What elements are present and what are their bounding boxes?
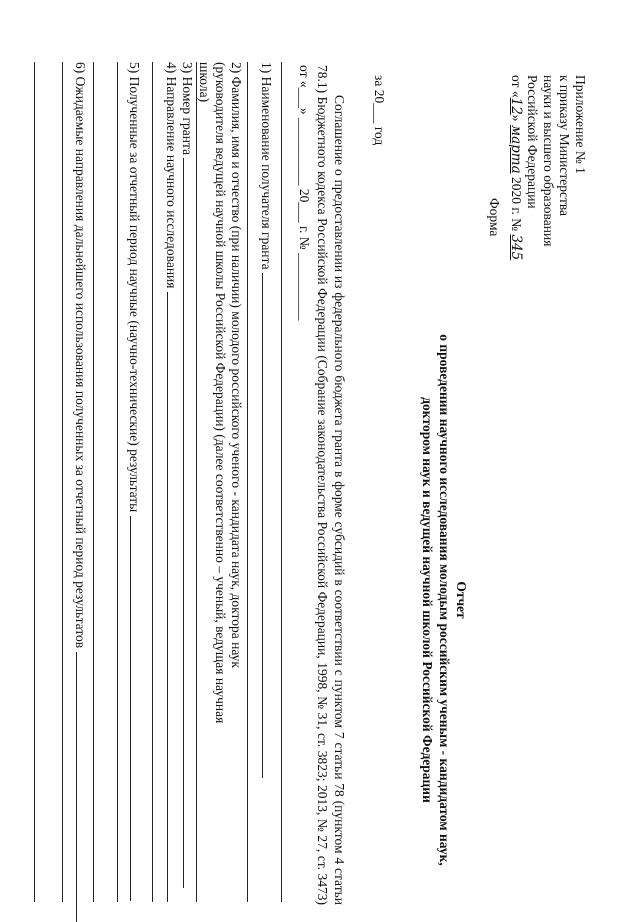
fill-line — [76, 652, 89, 922]
appendix-order-line: к приказу Министерства — [557, 75, 572, 217]
divider — [93, 62, 94, 902]
item-grant-number: 3) Номер гранта — [179, 62, 196, 902]
date-day-handwritten: 12 — [508, 97, 524, 115]
divider — [196, 62, 197, 902]
title-subline-1: о проведении научного исследования молодым российским ученым - кандидатом наук, — [437, 334, 452, 866]
divider — [117, 62, 118, 902]
date-year: 2020 г. № — [509, 177, 524, 232]
item-scientist-name-end: школа) — [197, 62, 212, 103]
divider — [152, 62, 153, 902]
item-research-direction: 4) Направление научного исследования — [163, 62, 180, 902]
divider — [34, 62, 35, 902]
order-number-handwritten: 345 — [508, 234, 524, 261]
item-grant-recipient: 1) Наименование получателя гранта — [258, 62, 275, 902]
fill-line — [167, 292, 180, 902]
item-scientist-name: 2) Фамилия, имя и отчество (при наличии) молодого российского ученого - кандидата наук, доктора наук — [229, 62, 244, 668]
fill-line — [130, 516, 143, 901]
appendix-header — [508, 75, 588, 355]
appendix-number: Приложение № 1 — [573, 75, 588, 174]
fill-line — [183, 158, 196, 888]
date-month-handwritten: марта — [508, 124, 524, 174]
title-subline-2: доктором наук и ведущей научной школой Российской Федерации — [420, 397, 435, 803]
agreement-paragraph: Соглашение о предоставлении из федерального бюджета гранта в форме субсидий в соответствии с пунктом 7 статьи 78 (пунктом 4 статьи 78.1) Бюджетного кодекса Российской Федерации (Собрание законодательства Российской Федерации, 1998, № 31, ст. 3823; 2013, № 27, ст. 3473) от «___» __________ 20___ г. № __________ — [297, 65, 347, 905]
report-period: за 20___ год — [372, 75, 387, 146]
appendix-date-line: от «12» марта 2020 г. № 345 — [508, 75, 524, 261]
item-expected-use: 6) Ожидаемые направления дальнейшего использования полученных за отчетный период результатов — [72, 62, 89, 902]
title-main: Отчет — [454, 581, 469, 619]
form-label: Форма — [487, 198, 502, 237]
item-scientist-name-cont: (руководителя ведущей научной школы Российской Федерации) (далее соответственно – ученый, ведущая научная — [213, 62, 228, 724]
divider — [62, 62, 63, 902]
fill-line — [262, 273, 275, 778]
appendix-ministry-line: науки и высшего образования — [541, 75, 556, 247]
report-title — [419, 300, 470, 900]
appendix-country-line: Российской Федерации — [525, 75, 540, 209]
divider — [281, 62, 282, 902]
item-results: 5) Полученные за отчетный период научные (научно-технические) результаты — [126, 62, 143, 902]
date-prefix: от « — [509, 75, 524, 98]
divider — [247, 62, 248, 902]
